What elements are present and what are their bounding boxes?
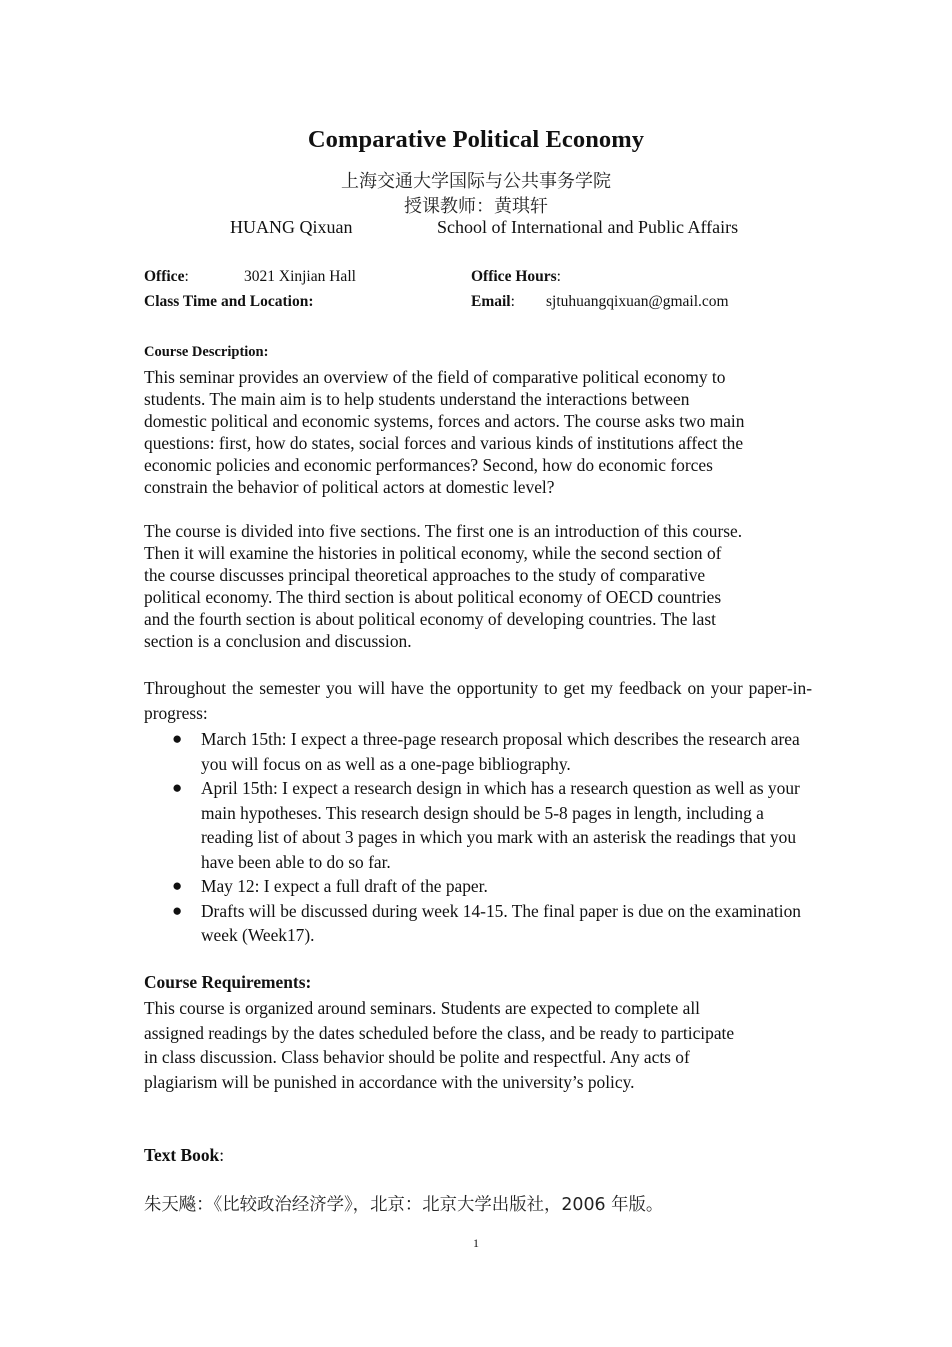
list-item: ● April 15th: I expect a research design in which has a research question as well as your main hypotheses. This research design should be 5-8 pages in length, including a reading list of about 3 pages in which you mark with an asterisk the readings that you have been able to do so far. [172, 778, 800, 872]
bullet-icon: ● [172, 876, 183, 895]
requirements-paragraph: This course is organized around seminars. Students are expected to complete all assigned readings by the dates scheduled before the class, and be ready to participate in class discussion. Class behavior should be polite and respectful. Any acts of plagiarism will be punished in accordance with the university’s policy. [144, 998, 735, 1092]
school-name-cn: 上海交通大学国际与公共事务学院 [341, 171, 611, 192]
email-label: Email: [471, 293, 515, 310]
bullet-icon: ● [172, 778, 183, 797]
description-paragraph-2: The course is divided into five sections. The first one is an introduction of this course. Then it will examine the histories in political economy, while the second section of the course discusses principal theoretical approaches to the study of comparative political economy. The third section is about political economy of OECD countries and the fourth section is about political economy of developing countries. The last section is a conclusion and discussion. [144, 521, 743, 651]
course-description-heading: Course Description: [144, 344, 269, 360]
bullet-icon: ● [172, 729, 183, 748]
page-number: 1 [473, 1236, 479, 1250]
office-value: 3021 Xinjian Hall [244, 268, 356, 285]
class-time-label: Class Time and Location: [144, 293, 314, 310]
deadline-list [144, 727, 812, 948]
instructor-name-en: HUANG Qixuan [230, 217, 353, 237]
textbook-citation: 朱天飚：《比较政治经济学》，北京：北京大学出版社，2006 年版。 [144, 1195, 664, 1215]
description-paragraph-1: This seminar provides an overview of the field of comparative political economy to students. The main aim is to help students understand the interactions between domestic political and economic systems, forces and actors. The course asks two main questions: first, how do states, social forces and various kinds of institutions affect the economic policies and economic performances? Second, how do economic forces constrain the behavior of political actors at domestic level? [144, 367, 745, 497]
course-title: Comparative Political Economy [307, 126, 645, 153]
instructor-name-cn: 授课教师：黄琪轩 [404, 196, 548, 217]
office-hours-label: Office Hours: [471, 268, 561, 285]
textbook-heading: Text Book: [144, 1145, 225, 1165]
school-name-en: School of International and Public Affairs [437, 217, 739, 237]
office-label: Office: [144, 268, 189, 285]
list-item: ● Drafts will be discussed during week 14-15. The final paper is due on the examination week (Week17). [172, 900, 801, 945]
email-value: sjtuhuangqixuan@gmail.com [546, 293, 729, 310]
bullet-icon: ● [172, 900, 183, 920]
list-item: ● May 12: I expect a full draft of the paper. [144, 874, 812, 899]
feedback-paragraph: Throughout the semester you will have the opportunity to get my feedback on your paper-in-progress: [144, 678, 812, 723]
list-item: ● March 15th: I expect a three-page research proposal which describes the research area you will focus on as well as a one-page bibliography. [172, 729, 800, 774]
course-requirements-heading: Course Requirements: [144, 972, 312, 992]
